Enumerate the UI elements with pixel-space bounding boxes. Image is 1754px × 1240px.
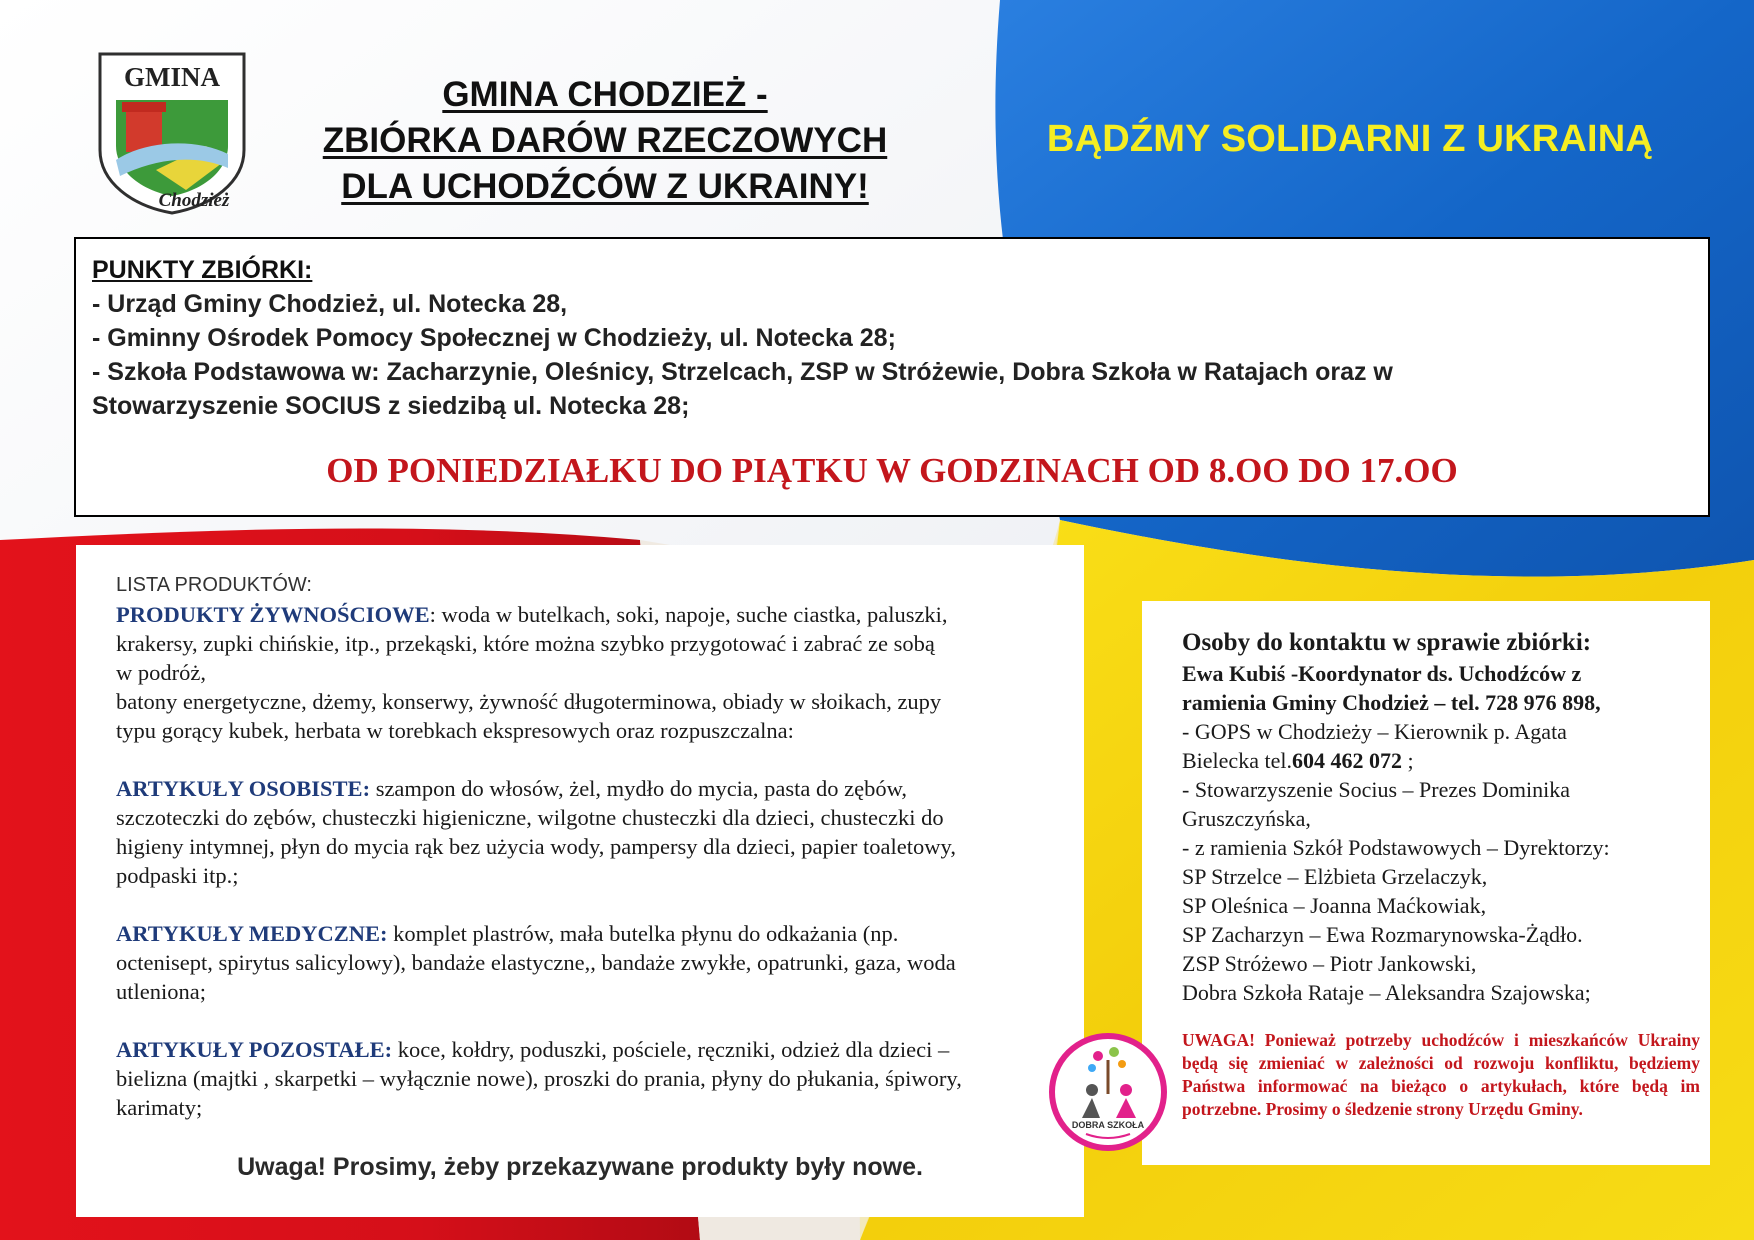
contact-box [1142,601,1710,1165]
category-text: koce, kołdry, poduszki, pościele, ręczniki, odzież dla dzieci – [392,1037,950,1062]
gmina-logo [96,50,248,216]
category-text: higieny intymnej, płyn do mycia rąk bez użycia wody, pampersy dla dzieci, papier toaletowy, [116,834,956,859]
title-line-1: GMINA CHODZIEŻ - [442,75,768,114]
category-text: : woda w butelkach, soki, napoje, suche ciastka, paluszki, [429,602,948,627]
new-products-note: Uwaga! Prosimy, żeby przekazywane produkty były nowe. [237,1153,923,1181]
gops-prefix: Bielecka tel. [1182,748,1292,773]
page-title [270,72,940,210]
category-text: szampon do włosów, żel, mydło do mycia, pasta do zębów, [370,776,908,801]
gops-suffix: ; [1401,748,1414,773]
category-name: ARTYKUŁY MEDYCZNE: [116,921,388,946]
category-medical [116,919,1054,948]
warning-note: UWAGA! Ponieważ potrzeby uchodźców i mieszkańców Ukrainy będą się zmieniać w zależności od rozwoju konfliktu, będziemy Państwa informować na bieżąco o artykułach, które będą im potrzebne. Prosimy o śledzenie strony Urzędu Gminy. [1182,1030,1700,1119]
contact-line: Gruszczyńska, [1182,806,1311,831]
contact-line [1182,746,1700,775]
collection-point-line: - Urząd Gminy Chodzież, ul. Notecka 28, [92,290,568,318]
category-text: typu gorący kubek, herbata w torebkach ekspresowych oraz rozpuszczalna: [116,718,794,743]
contact-line: - GOPS w Chodzieży – Kierownik p. Agata [1182,719,1567,744]
gops-phone: 604 462 072 [1291,748,1402,773]
collection-point-line: Stowarzyszenie SOCIUS z siedzibą ul. Notecka 28; [92,392,690,420]
coordinator-line: Ewa Kubiś -Koordynator ds. Uchodźców z [1182,661,1582,686]
collection-heading: PUNKTY ZBIÓRKI: [92,256,313,284]
contact-heading: Osoby do kontaktu w sprawie zbiórki: [1182,629,1592,656]
collection-points-box [74,237,1710,517]
category-text: w podróż, [116,660,206,685]
category-text: szczoteczki do zębów, chusteczki higieniczne, wilgotne chusteczki dla dzieci, chusteczki do [116,805,944,830]
contact-line: ZSP Stróżewo – Piotr Jankowski, [1182,951,1477,976]
category-text: octenisept, spirytus salicylowy), bandaże elastyczne,, bandaże zwykłe, opatrunki, gaza, woda [116,950,956,975]
logo-bottom-text: Chodzież [158,190,230,211]
category-text: podpaski itp.; [116,863,239,888]
coordinator-line: ramienia Gminy Chodzież – tel. 728 976 898, [1182,690,1601,715]
logo-top-text: GMINA [124,62,220,92]
category-text: bielizna (majtki , skarpetki – wyłącznie nowe), proszki do prania, płyny do płukania, śpiwory, [116,1066,962,1091]
category-text: batony energetyczne, dżemy, konserwy, żywność długoterminowa, obiady w słoikach, zupy [116,689,942,714]
title-line-2: ZBIÓRKA DARÓW RZECZOWYCH [322,121,888,160]
category-personal [116,774,1054,803]
category-food [116,600,1054,629]
contact-line: - z ramienia Szkół Podstawowych – Dyrektorzy: [1182,835,1610,860]
category-text: utleniona; [116,979,206,1004]
badge-text: DOBRA SZKOŁA [1071,1120,1145,1130]
category-name: ARTYKUŁY POZOSTAŁE: [116,1037,393,1062]
contact-line: SP Zacharzyn – Ewa Rozmarynowska-Żądło. [1182,922,1583,947]
category-text: komplet plastrów, mała butelka płynu do odkażania (np. [387,921,899,946]
contact-line: - Stowarzyszenie Socius – Prezes Dominika [1182,777,1570,802]
collection-point-line: - Gminny Ośrodek Pomocy Społecznej w Chodzieży, ul. Notecka 28; [92,324,896,352]
collection-point-line: - Szkoła Podstawowa w: Zacharzynie, Oleśnicy, Strzelcach, ZSP w Stróżewie, Dobra Szkoła w Ratajach oraz w [92,358,1393,386]
title-line-3: DLA UCHODŹCÓW Z UKRAINY! [341,167,869,206]
product-list-label: LISTA PRODUKTÓW: [116,574,312,596]
contact-line: SP Oleśnica – Joanna Maćkowiak, [1182,893,1487,918]
opening-hours: OD PONIEDZIAŁKU DO PIĄTKU W GODZINACH OD 8.OO DO 17.OO [326,451,1458,490]
contact-line: Dobra Szkoła Rataje – Aleksandra Szajowska; [1182,980,1591,1005]
category-name: PRODUKTY ŻYWNOŚCIOWE [116,602,430,627]
dobra-szkola-badge [1048,1032,1168,1152]
category-other [116,1035,1054,1064]
product-list-box [76,545,1084,1217]
category-text: krakersy, zupki chińskie, itp., przekąski, które można szybko przygotować i zabrać ze sobą [116,631,935,656]
category-name: ARTYKUŁY OSOBISTE: [116,776,371,801]
coat-of-arms-icon [96,50,248,216]
category-text: karimaty; [116,1095,203,1120]
dobra-szkola-logo-icon [1048,1032,1168,1152]
contact-line: SP Strzelce – Elżbieta Grzelaczyk, [1182,864,1488,889]
solidarity-slogan: BĄDŹMY SOLIDARNI Z UKRAINĄ [1046,118,1654,160]
